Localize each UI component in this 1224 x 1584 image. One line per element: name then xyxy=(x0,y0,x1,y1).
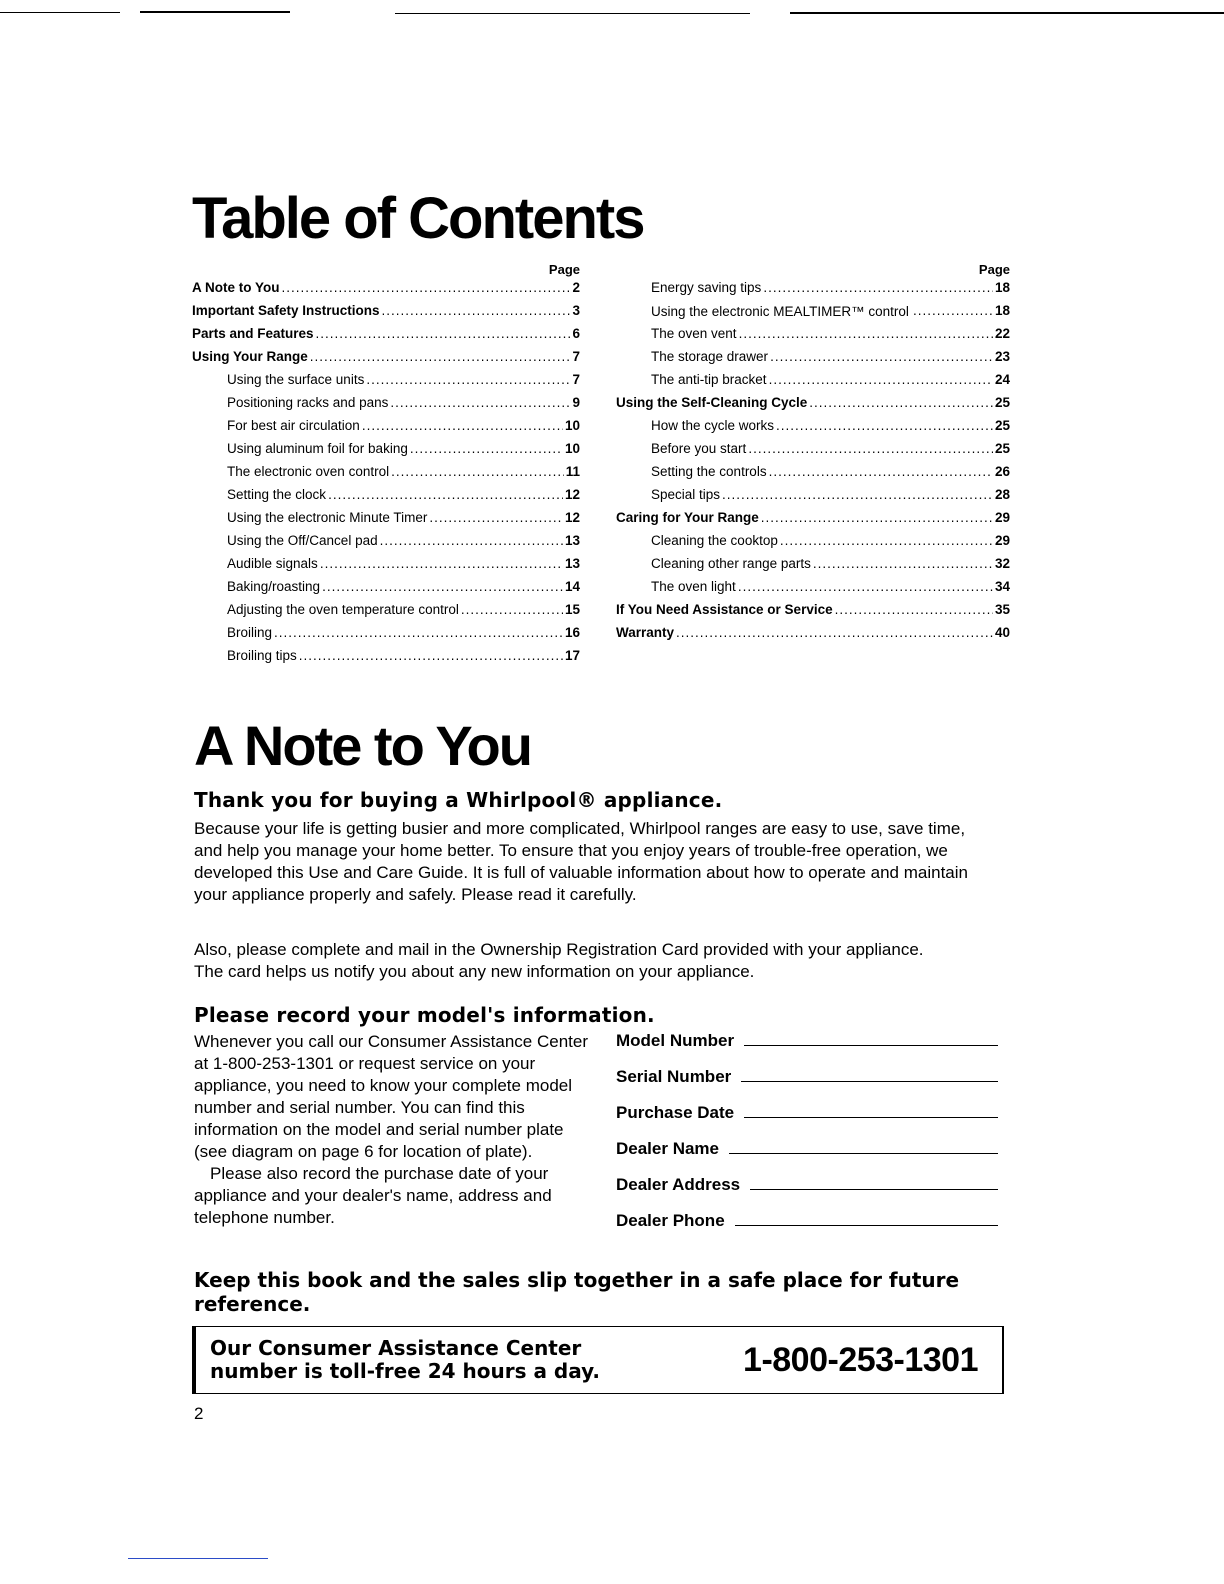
intro-paragraph: Because your life is getting busier and more complicated, Whirlpool ranges are easy to use, save time, and help you manage your home better. To ensure that you enjoy years of trouble-free operation, we developed this Use and Care Guide. It is full of valuable information about how to operate and maintain your appliance properly and safely. Please read it carefully. xyxy=(194,819,968,904)
toc-page-header: Page xyxy=(548,262,580,277)
toc-entry xyxy=(192,418,580,433)
toc-leader-dots xyxy=(429,510,563,525)
toc-entry-page: 28 xyxy=(994,487,1010,502)
record-field-label: Purchase Date xyxy=(616,1103,735,1122)
toc-entry-label: Cleaning other range parts xyxy=(651,556,811,571)
record-instructions xyxy=(194,1031,594,1229)
toc-leader-dots xyxy=(763,280,993,295)
toc-leader-dots xyxy=(328,487,563,502)
toc-entry-page: 35 xyxy=(994,602,1010,617)
toc-entry-page: 29 xyxy=(994,533,1010,548)
toc-entry-page: 13 xyxy=(564,556,580,571)
toc-entry-label: Using the Self-Cleaning Cycle xyxy=(616,395,808,410)
toc-entry-page: 6 xyxy=(572,326,580,341)
toc-entry-label: Using the surface units xyxy=(227,372,365,387)
toc-entry-page: 24 xyxy=(994,372,1010,387)
toc-leader-dots xyxy=(776,418,993,433)
toc-entry xyxy=(616,326,1010,341)
page-number: 2 xyxy=(194,1404,204,1423)
toc-entry xyxy=(192,395,580,410)
toc-entry-page: 12 xyxy=(564,510,580,525)
toc-entry xyxy=(616,602,1010,617)
toc-entry xyxy=(616,579,1010,594)
record-field-blank[interactable] xyxy=(744,1103,998,1118)
note-title: A Note to You xyxy=(194,714,531,777)
toc-entry-label: Using the electronic MEALTIMER™ control xyxy=(651,304,909,319)
toc-leader-dots xyxy=(391,464,564,479)
scan-line xyxy=(128,1558,268,1559)
toc-entry-page: 18 xyxy=(994,303,1010,318)
record-field xyxy=(616,1211,998,1231)
toc-entry-page: 26 xyxy=(994,464,1010,479)
toc-entry-page: 22 xyxy=(994,326,1010,341)
toc-entry-label: Caring for Your Range xyxy=(616,510,759,525)
toc-entry xyxy=(192,326,580,341)
toc-leader-dots xyxy=(410,441,563,456)
toc-page-header: Page xyxy=(978,262,1010,277)
toc-entry-page: 40 xyxy=(994,625,1010,640)
toc-leader-dots xyxy=(780,533,993,548)
toc-left-column xyxy=(192,262,580,663)
toc-leader-dots xyxy=(835,602,993,617)
toc-entry-label: Adjusting the oven temperature control xyxy=(227,602,459,617)
toc-entry-page: 25 xyxy=(994,441,1010,456)
toc-entry-page: 34 xyxy=(994,579,1010,594)
toc-entry-page: 13 xyxy=(564,533,580,548)
record-field xyxy=(616,1139,998,1159)
toc-entry-page: 11 xyxy=(565,464,580,479)
toc-entry-label: The electronic oven control xyxy=(227,464,390,479)
toc-leader-dots xyxy=(322,579,563,594)
toc-leader-dots xyxy=(676,625,993,640)
record-field-blank[interactable] xyxy=(729,1139,998,1154)
record-field-blank[interactable] xyxy=(750,1175,998,1190)
scan-line xyxy=(0,12,120,13)
record-field-label: Dealer Address xyxy=(616,1175,741,1194)
toc-right-list xyxy=(616,280,1010,640)
toc-entry-label: For best air circulation xyxy=(227,418,360,433)
toc-entry-page: 14 xyxy=(564,579,580,594)
toc-entry-label: Using Your Range xyxy=(192,349,308,364)
record-field-label: Dealer Phone xyxy=(616,1211,725,1230)
registration-paragraph: Also, please complete and mail in the Ownership Registration Card provided with your appliance. The card helps us notify you about any new information on your appliance. xyxy=(194,940,924,981)
toc-entry-label: Energy saving tips xyxy=(651,280,762,295)
toc-entry-page: 2 xyxy=(572,280,580,295)
toc-leader-dots xyxy=(913,303,993,318)
toc-entry xyxy=(616,395,1010,410)
toc-leader-dots xyxy=(761,510,993,525)
record-field xyxy=(616,1067,998,1087)
toc-entry-label: The oven light xyxy=(651,579,736,594)
toc-entry-label: If You Need Assistance or Service xyxy=(616,602,833,617)
toc-entry-label: Using aluminum foil for baking xyxy=(227,441,408,456)
toc-entry-label: Special tips xyxy=(651,487,721,502)
toc-entry xyxy=(192,533,580,548)
toc-left-list xyxy=(192,280,580,663)
scan-line xyxy=(790,12,1224,14)
toc-leader-dots xyxy=(769,372,993,387)
toc-entry xyxy=(192,579,580,594)
toc-leader-dots xyxy=(274,625,563,640)
consumer-assistance-box xyxy=(192,1326,1004,1394)
record-heading: Please record your model's information. xyxy=(194,1003,655,1027)
toc-entry xyxy=(616,625,1010,640)
toc-leader-dots xyxy=(382,303,571,318)
toc-entry-page: 10 xyxy=(564,418,580,433)
toc-entry-label: Setting the controls xyxy=(651,464,767,479)
toc-entry-page: 25 xyxy=(994,395,1010,410)
consumer-assistance-phone: 1-800-253-1301 xyxy=(743,1341,978,1379)
toc-entry xyxy=(616,418,1010,433)
toc-leader-dots xyxy=(316,326,571,341)
toc-right-column xyxy=(616,262,1010,640)
toc-entry-label: Important Safety Instructions xyxy=(192,303,380,318)
toc-leader-dots xyxy=(738,579,993,594)
toc-entry xyxy=(192,280,580,295)
record-field xyxy=(616,1031,998,1051)
toc-entry-page: 7 xyxy=(572,372,580,387)
toc-leader-dots xyxy=(770,349,993,364)
toc-entry-label: Audible signals xyxy=(227,556,318,571)
toc-entry xyxy=(192,602,580,617)
toc-entry-label: The anti-tip bracket xyxy=(651,372,767,387)
record-field-blank[interactable] xyxy=(735,1211,998,1226)
toc-entry xyxy=(616,533,1010,548)
toc-entry-label: How the cycle works xyxy=(651,418,775,433)
toc-entry xyxy=(616,556,1010,571)
toc-entry xyxy=(192,372,580,387)
record-text-2: Please also record the purchase date of your appliance and your dealer's name, address and telephone number. xyxy=(194,1164,552,1227)
toc-entry-label: Broiling tips xyxy=(227,648,297,663)
toc-entry xyxy=(192,510,580,525)
record-field xyxy=(616,1175,998,1195)
toc-entry-page: 23 xyxy=(994,349,1010,364)
toc-leader-dots xyxy=(310,349,571,364)
toc-entry-page: 7 xyxy=(572,349,580,364)
toc-entry xyxy=(192,625,580,640)
toc-entry-label: Parts and Features xyxy=(192,326,314,341)
toc-leader-dots xyxy=(390,395,570,410)
toc-entry-page: 18 xyxy=(994,280,1010,295)
toc-leader-dots xyxy=(748,441,993,456)
toc-entry xyxy=(616,464,1010,479)
toc-entry-label: Before you start xyxy=(651,441,747,456)
toc-leader-dots xyxy=(366,372,570,387)
toc-entry xyxy=(192,556,580,571)
toc-leader-dots xyxy=(380,533,563,548)
toc-leader-dots xyxy=(809,395,993,410)
toc-entry-page: 10 xyxy=(564,441,580,456)
toc-entry-label: Using the electronic Minute Timer xyxy=(227,510,428,525)
toc-leader-dots xyxy=(769,464,993,479)
toc-entry-page: 29 xyxy=(994,510,1010,525)
toc-entry-label: Positioning racks and pans xyxy=(227,395,389,410)
record-field-label: Serial Number xyxy=(616,1067,732,1086)
toc-entry-page: 17 xyxy=(564,648,580,663)
toc-entry xyxy=(192,648,580,663)
consumer-assistance-text: Our Consumer Assistance Center number is toll-free 24 hours a day. xyxy=(210,1336,600,1383)
toc-entry xyxy=(616,510,1010,525)
toc-entry-label: The oven vent xyxy=(651,326,737,341)
toc-entry-label: Cleaning the cooktop xyxy=(651,533,778,548)
record-field-label: Dealer Name xyxy=(616,1139,720,1158)
toc-leader-dots xyxy=(299,648,563,663)
thank-you-heading: Thank you for buying a Whirlpool® appliance. xyxy=(194,788,723,812)
toc-title: Table of Contents xyxy=(192,186,644,251)
toc-entry xyxy=(192,303,580,318)
record-field-blank[interactable] xyxy=(744,1031,998,1046)
toc-entry xyxy=(616,303,1010,318)
toc-leader-dots xyxy=(739,326,993,341)
toc-entry xyxy=(192,349,580,364)
scan-line xyxy=(395,13,750,14)
toc-entry xyxy=(192,464,580,479)
toc-entry xyxy=(192,441,580,456)
scan-line xyxy=(140,11,290,13)
toc-entry-label: Setting the clock xyxy=(227,487,327,502)
toc-leader-dots xyxy=(722,487,993,502)
toc-entry-label: Broiling xyxy=(227,625,273,640)
toc-entry-page: 12 xyxy=(564,487,580,502)
toc-entry xyxy=(616,441,1010,456)
toc-entry-page: 3 xyxy=(572,303,580,318)
record-text: Whenever you call our Consumer Assistance Center at 1-800-253-1301 or request service on your appliance, you need to know your complete model number and serial number. You can find this information on the model and serial number plate (see diagram on page 6 for location of plate). xyxy=(194,1032,589,1161)
toc-entry xyxy=(616,349,1010,364)
keep-book-notice: Keep this book and the sales slip together in a safe place for future reference. xyxy=(194,1268,960,1316)
toc-entry-page: 15 xyxy=(564,602,580,617)
toc-entry-label: The storage drawer xyxy=(651,349,769,364)
toc-entry-page: 9 xyxy=(572,395,580,410)
toc-entry xyxy=(192,487,580,502)
toc-entry xyxy=(616,280,1010,295)
toc-leader-dots xyxy=(362,418,563,433)
toc-entry-page: 32 xyxy=(994,556,1010,571)
toc-entry-page: 25 xyxy=(994,418,1010,433)
toc-leader-dots xyxy=(320,556,563,571)
toc-entry-label: Using the Off/Cancel pad xyxy=(227,533,378,548)
toc-entry-page: 16 xyxy=(564,625,580,640)
toc-entry xyxy=(616,487,1010,502)
toc-leader-dots xyxy=(282,280,571,295)
record-field-blank[interactable] xyxy=(741,1067,998,1082)
toc-leader-dots xyxy=(461,602,563,617)
record-field-label: Model Number xyxy=(616,1031,735,1050)
toc-leader-dots xyxy=(813,556,993,571)
toc-entry-label: Baking/roasting xyxy=(227,579,321,594)
toc-entry-label: A Note to You xyxy=(192,280,280,295)
toc-entry-label: Warranty xyxy=(616,625,675,640)
toc-entry xyxy=(616,372,1010,387)
record-field xyxy=(616,1103,998,1123)
